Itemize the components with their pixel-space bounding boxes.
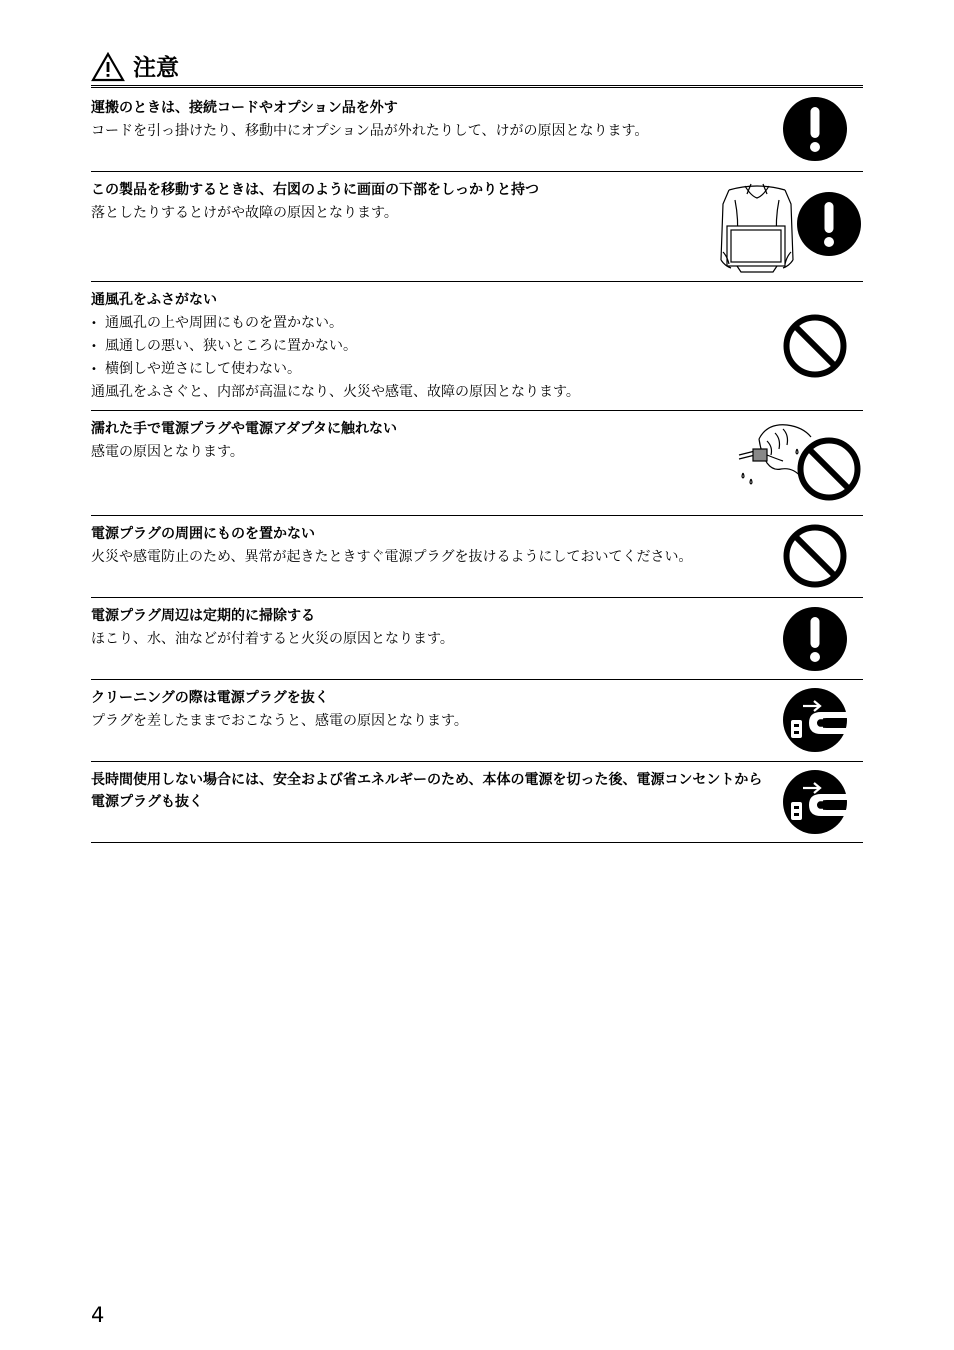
- exclamation-circle-icon: [783, 97, 847, 161]
- caution-body: プラグを差したままでおこなうと、感電の原因となります。: [91, 713, 468, 729]
- caution-body: 落としたりするとけがや故障の原因となります。: [91, 205, 398, 221]
- caution-item-wet-hands: [91, 411, 863, 516]
- bullet-item: • 風通しの悪い、狭いところに置かない。: [91, 335, 761, 358]
- caution-heading: 運搬のときは、接続コードやオプション品を外す: [91, 100, 398, 116]
- caution-heading: 電源プラグ周辺は定期的に掃除する: [91, 608, 315, 624]
- caution-heading: クリーニングの際は電源プラグを抜く: [91, 690, 329, 706]
- caution-body: 火災や感電防止のため、異常が起きたときすぐ電源プラグを抜けるようにしておいてください。: [91, 549, 693, 565]
- bullet-list: [91, 312, 761, 381]
- bullet-item: • 横倒しや逆さにして使わない。: [91, 358, 761, 381]
- unplug-power-icon: [783, 770, 847, 834]
- bullet-item: • 通風孔の上や周囲にものを置かない。: [91, 312, 761, 335]
- caution-heading: 通風孔をふさがない: [91, 292, 217, 308]
- caution-item-transport: [91, 90, 863, 172]
- unplug-power-icon: [783, 688, 847, 752]
- caution-body: ほこり、水、油などが付着すると火災の原因となります。: [91, 631, 454, 647]
- caution-item-plug-surroundings: [91, 516, 863, 598]
- prohibition-circle-icon: [797, 437, 861, 501]
- caution-body: 通風孔をふさぐと、内部が高温になり、火災や感電、故障の原因となります。: [91, 384, 580, 400]
- warning-triangle-icon: [91, 52, 125, 82]
- prohibition-circle-icon: [783, 524, 847, 588]
- person-carrying-monitor-icon: [717, 180, 797, 274]
- caution-body: コードを引っ掛けたり、移動中にオプション品が外れたりして、けがの原因となります。: [91, 123, 649, 139]
- section-title: 注意: [133, 55, 179, 81]
- caution-item-moving: [91, 172, 863, 282]
- caution-heading: 濡れた手で電源プラグや電源アダプタに触れない: [91, 421, 398, 437]
- caution-heading: 電源プラグの周囲にものを置かない: [91, 526, 315, 542]
- page-number: 4: [91, 1303, 105, 1327]
- caution-item-plug-cleaning: [91, 598, 863, 680]
- exclamation-circle-icon: [797, 192, 861, 256]
- caution-item-ventilation: [91, 282, 863, 411]
- caution-heading: 長時間使用しない場合には、安全および省エネルギーのため、本体の電源を切った後、電源コンセントから電源プラグも抜く: [91, 772, 763, 810]
- prohibition-circle-icon: [783, 314, 847, 378]
- caution-item-cleaning-unplug: [91, 680, 863, 762]
- exclamation-circle-icon: [783, 607, 847, 671]
- caution-heading: この製品を移動するときは、右図のように画面の下部をしっかりと持つ: [91, 182, 539, 198]
- caution-body: 感電の原因となります。: [91, 444, 244, 460]
- caution-body-block: [91, 312, 761, 404]
- section-header: [91, 52, 863, 88]
- caution-item-long-disuse: [91, 762, 863, 843]
